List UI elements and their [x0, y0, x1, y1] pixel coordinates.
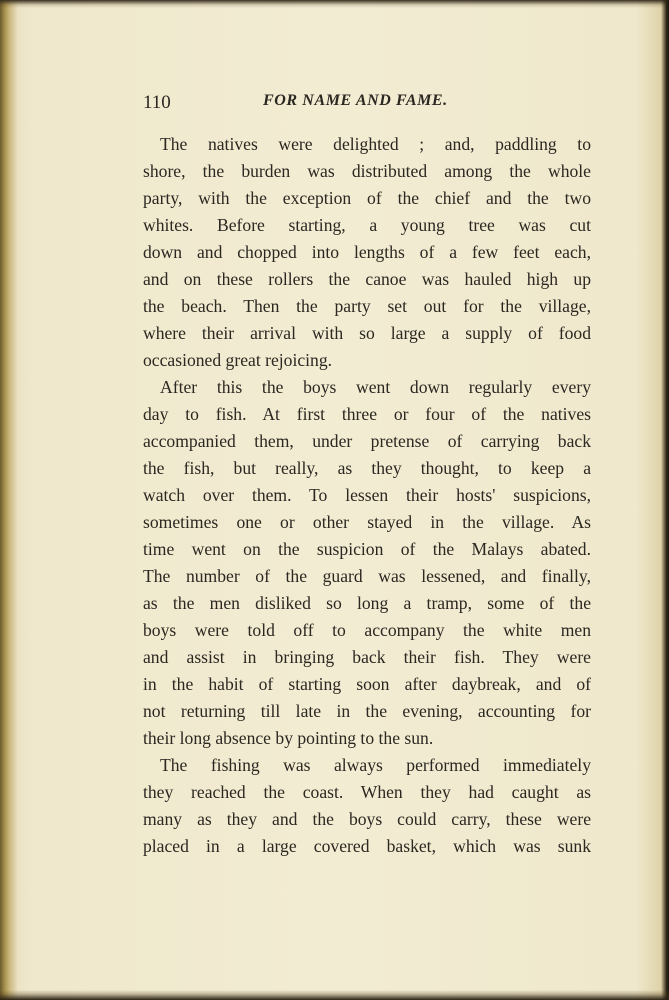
body-text	[143, 131, 591, 860]
text-line: and assist in bringing back their fish. They were	[143, 647, 591, 667]
text-line: and on these rollers the canoe was hauled high up	[143, 269, 591, 289]
text-line: many as they and the boys could carry, these were	[143, 809, 591, 829]
page-top-edge	[0, 0, 669, 8]
page-bottom-edge	[0, 990, 669, 1000]
text-line: boys were told off to accompany the white men	[143, 620, 591, 640]
running-title: FOR NAME AND FAME.	[263, 92, 448, 109]
text-line: placed in a large covered basket, which was sunk	[143, 836, 591, 856]
text-line: the beach. Then the party set out for the village,	[143, 296, 591, 316]
page-right-edge	[661, 0, 669, 1000]
text-line: not returning till late in the evening, accounting for	[143, 701, 591, 721]
text-line: in the habit of starting soon after daybreak, and of	[143, 674, 591, 694]
text-line: party, with the exception of the chief and the two	[143, 188, 591, 208]
text-line: the fish, but really, as they thought, to keep a	[143, 458, 591, 478]
text-line: The fishing was always performed immediately	[160, 755, 591, 775]
text-line: sometimes one or other stayed in the village. As	[143, 512, 591, 532]
page-number: 110	[143, 92, 171, 113]
text-line: day to fish. At first three or four of the natives	[143, 404, 591, 424]
page-binding-edge	[0, 0, 18, 1000]
text-line: The number of the guard was lessened, and finally,	[143, 566, 591, 586]
text-line: their long absence by pointing to the sun.	[143, 728, 434, 748]
text-line: accompanied them, under pretense of carrying back	[143, 431, 591, 451]
text-line: time went on the suspicion of the Malays abated.	[143, 539, 591, 559]
page-header	[143, 90, 591, 116]
text-line: occasioned great rejoicing.	[143, 350, 333, 370]
text-line: The natives were delighted ; and, paddling to	[160, 134, 591, 154]
text-line: they reached the coast. When they had caught as	[143, 782, 591, 802]
text-line: down and chopped into lengths of a few feet each,	[143, 242, 591, 262]
text-line: where their arrival with so large a supply of food	[143, 323, 591, 343]
text-line: After this the boys went down regularly every	[160, 377, 591, 397]
text-line: shore, the burden was distributed among the whole	[143, 161, 591, 181]
text-line: watch over them. To lessen their hosts' suspicions,	[143, 485, 591, 505]
text-line: as the men disliked so long a tramp, some of the	[143, 593, 591, 613]
text-line: whites. Before starting, a young tree was cut	[143, 215, 591, 235]
